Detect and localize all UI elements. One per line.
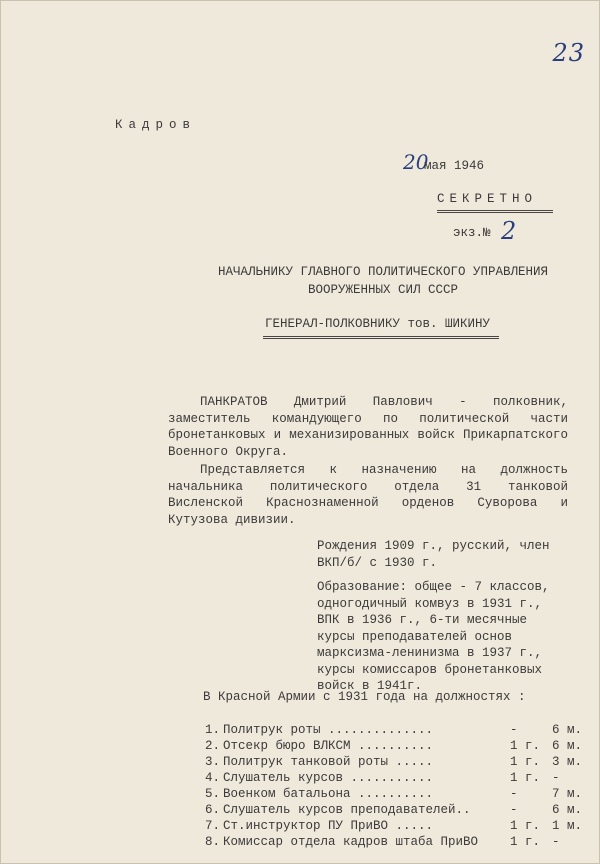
paragraph-candidate: ПАНКРАТОВ Дмитрий Павлович - полковник, заместитель командующего по политической части бронетанковых и механизированных войск Прикарпатского Военного Округа. — [168, 395, 568, 459]
service-row-number: 5. — [205, 787, 221, 801]
service-row-years: - — [510, 723, 518, 737]
addressee-recipient: ГЕНЕРАЛ-ПОЛКОВНИКУ тов. ШИКИНУ — [265, 317, 491, 331]
copy-number-handwritten: 2 — [501, 217, 517, 245]
service-row-number: 1. — [205, 723, 221, 737]
service-row-years: - — [510, 803, 518, 817]
bio-birth: Рождения 1909 г., русский, член ВКП/б/ с 1930 г. — [317, 539, 550, 570]
service-row-months: 6 м. — [552, 803, 583, 817]
service-row-years: 1 г. — [510, 819, 541, 833]
service-row-months: 6 м. — [552, 739, 583, 753]
copy-label: экз.№ — [453, 226, 491, 240]
department-label: Кадров — [115, 118, 197, 132]
service-row-years: 1 г. — [510, 835, 541, 849]
service-row-years: - — [510, 787, 518, 801]
service-row — [205, 755, 585, 771]
service-row-months: - — [552, 835, 560, 849]
secrecy-stamp: СЕКРЕТНО — [437, 192, 538, 206]
service-row — [205, 771, 585, 787]
recipient-underline — [263, 336, 499, 339]
service-row-months: - — [552, 771, 560, 785]
service-row-position: Отсекр бюро ВЛКСМ .......... — [223, 739, 434, 753]
service-row-position: Слушатель курсов преподавателей.. — [223, 803, 471, 817]
addressee-title: НАЧАЛЬНИКУ ГЛАВНОГО ПОЛИТИЧЕСКОГО УПРАВЛЕНИЯ ВООРУЖЕННЫХ СИЛ СССР — [217, 265, 549, 297]
date-month-year: мая 1946 — [424, 159, 485, 173]
paragraph-nomination: Представляется к назначению на должность начальника политического отдела 31 танковой Висленской Краснознаменной орденов Суворова и Кутузова дивизии. — [168, 463, 568, 527]
service-row-position: Ст.инструктор ПУ ПриВО ..... — [223, 819, 434, 833]
service-row — [205, 739, 585, 755]
service-row-number: 4. — [205, 771, 221, 785]
archive-page-number: 23 — [552, 39, 585, 67]
service-row-months: 3 м. — [552, 755, 583, 769]
service-row-years: 1 г. — [510, 755, 541, 769]
service-row — [205, 723, 585, 739]
date-day-handwritten: 20 — [403, 150, 429, 174]
service-row-months: 6 м. — [552, 723, 583, 737]
bio-education: Образование: общее - 7 классов, одногодичный комвуз в 1931 г., ВПК в 1936 г., 6-ти месячные курсы преподавателей основ марксизма-ленинизма в 1937 г., курсы комиссаров бронетанковых войск в 1941г. — [317, 580, 550, 693]
service-row-years: 1 г. — [510, 739, 541, 753]
service-row-position: Комиссар отдела кадров штаба ПриВО — [223, 835, 479, 849]
service-row-position: Военком батальона .......... — [223, 787, 434, 801]
service-row — [205, 803, 585, 819]
service-row-number: 7. — [205, 819, 221, 833]
service-row-months: 1 м. — [552, 819, 583, 833]
service-row — [205, 835, 585, 851]
service-row-number: 6. — [205, 803, 221, 817]
service-row-months: 7 м. — [552, 787, 583, 801]
service-heading: В Красной Армии с 1931 года на должностях : — [203, 690, 526, 704]
service-row-position: Слушатель курсов ........... — [223, 771, 434, 785]
service-row-number: 8. — [205, 835, 221, 849]
service-row — [205, 787, 585, 803]
service-row-position: Политрук роты .............. — [223, 723, 434, 737]
service-row-years: 1 г. — [510, 771, 541, 785]
secrecy-underline — [437, 210, 553, 213]
service-row-number: 2. — [205, 739, 221, 753]
service-row — [205, 819, 585, 835]
service-row-position: Политрук танковой роты ..... — [223, 755, 434, 769]
service-row-number: 3. — [205, 755, 221, 769]
